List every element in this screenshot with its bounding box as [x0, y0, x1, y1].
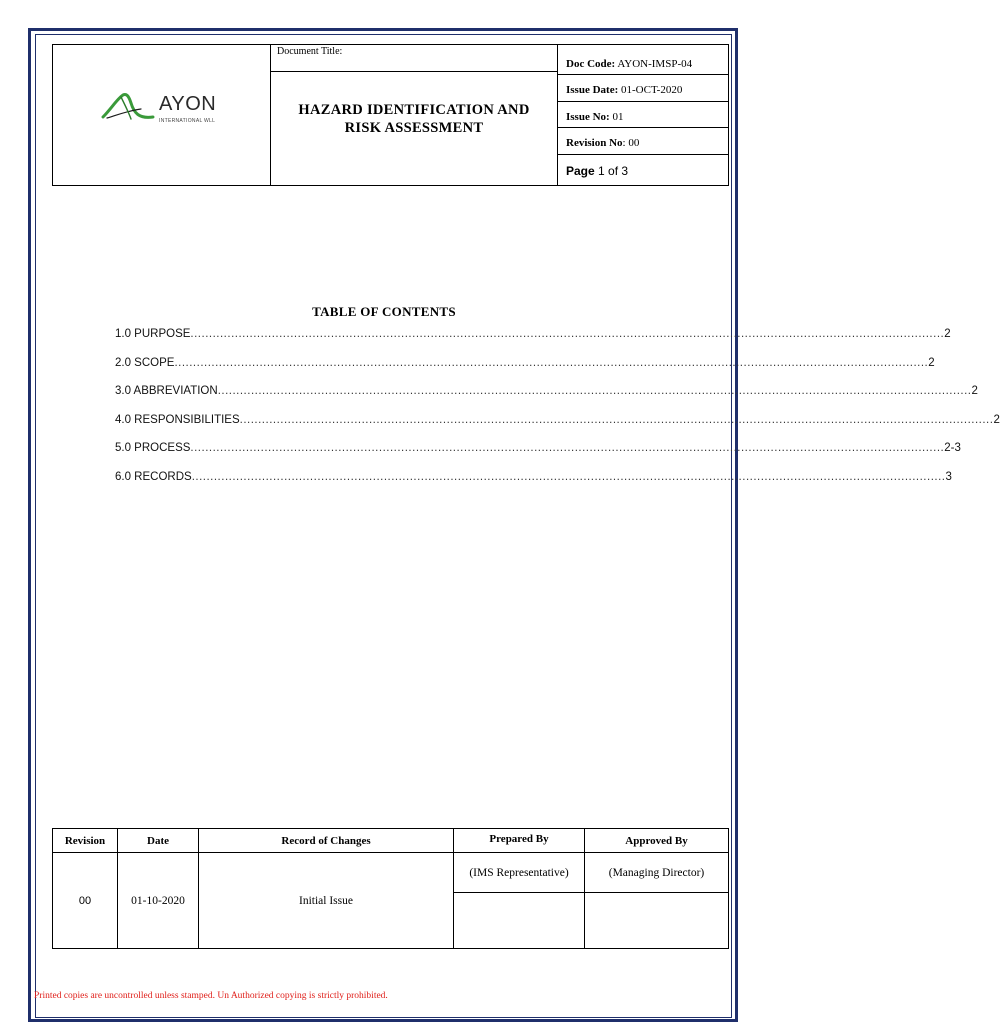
toc-item[interactable]	[115, 413, 1000, 443]
page-value: 1 of 3	[598, 164, 629, 178]
toc-item-label: 3.0 ABBREVIATION	[115, 385, 218, 397]
revision-history-table	[52, 828, 729, 949]
revision-no-label: Revision No	[566, 137, 623, 149]
toc-item[interactable]	[115, 470, 952, 500]
doc-code-value: AYON-IMSP-04	[617, 58, 693, 70]
toc-item-label: 4.0 RESPONSIBILITIES	[115, 413, 240, 426]
issue-date-value: 01-OCT-2020	[621, 84, 683, 96]
toc-item-label: 2.0 SCOPE	[115, 356, 175, 369]
column-header-prepared-by: Prepared By	[489, 833, 549, 845]
toc-leader-dots: ............................................................................................................................................................................................................	[190, 328, 945, 340]
company-name: AYON	[159, 93, 217, 115]
cell-prepared-by: (IMS Representative)	[469, 867, 569, 879]
toc-item-page: 2	[971, 385, 978, 397]
toc-leader-dots: ............................................................................................................................................................................................................	[217, 385, 972, 397]
column-header-revision: Revision	[64, 835, 106, 847]
page-number-row	[558, 155, 729, 185]
toc-leader-dots: ............................................................................................................................................................................................................	[239, 413, 994, 426]
toc-item[interactable]	[115, 442, 961, 471]
issue-date-row	[558, 75, 729, 102]
logo-cell	[53, 45, 271, 185]
toc-title: TABLE OF CONTENTS	[312, 304, 456, 319]
document-title-line2: RISK ASSESSMENT	[344, 120, 484, 136]
toc-item-page: 2	[944, 328, 951, 340]
logo-swoosh-icon	[101, 91, 161, 125]
toc-item-label: 5.0 PROCESS	[115, 442, 191, 454]
title-cell	[271, 45, 558, 185]
doc-code-row	[558, 45, 729, 75]
issue-no-value: 01	[612, 111, 624, 123]
toc-item[interactable]	[115, 385, 978, 414]
issue-no-row	[558, 102, 729, 128]
revision-no-value: : 00	[622, 137, 640, 149]
issue-date-label: Issue Date:	[566, 84, 619, 96]
cell-approved-signature	[585, 893, 728, 948]
revision-no-row	[558, 128, 729, 155]
toc-item-page: 2	[928, 356, 935, 369]
document-header-table	[52, 44, 729, 186]
column-header-approved-by: Approved By	[625, 835, 688, 847]
cell-approved-by: (Managing Director)	[608, 867, 705, 879]
table-of-contents	[115, 328, 1000, 499]
cell-date: 01-10-2020	[131, 894, 185, 907]
page-label: Page	[566, 164, 595, 178]
toc-item-label: 6.0 RECORDS	[115, 470, 192, 483]
cell-revision: 00	[78, 894, 92, 907]
toc-item[interactable]	[115, 328, 951, 357]
toc-item-page: 2-3	[944, 442, 961, 454]
company-logo	[101, 91, 241, 137]
copy-control-notice: Printed copies are uncontrolled unless stamped. Un Authorized copying is strictly prohibited.	[34, 991, 388, 1001]
toc-leader-dots: ............................................................................................................................................................................................................	[190, 442, 945, 454]
document-title	[271, 101, 557, 137]
toc-item-page: 3	[945, 470, 952, 483]
doc-code-label: Doc Code:	[566, 58, 616, 70]
issue-no-label: Issue No:	[566, 111, 610, 123]
document-title-label: Document Title:	[271, 45, 557, 72]
toc-item[interactable]	[115, 356, 935, 386]
cell-changes: Initial Issue	[299, 894, 353, 907]
toc-leader-dots: ............................................................................................................................................................................................................	[191, 470, 946, 483]
toc-item-label: 1.0 PURPOSE	[115, 328, 191, 340]
toc-leader-dots: ............................................................................................................................................................................................................	[174, 356, 929, 369]
toc-item-page: 2	[993, 413, 1000, 426]
document-title-line1: HAZARD IDENTIFICATION AND	[298, 102, 530, 118]
company-tagline: INTERNATIONAL WLL	[159, 118, 216, 124]
column-header-date: Date	[147, 835, 169, 847]
cell-prepared-signature	[454, 893, 584, 948]
column-header-changes: Record of Changes	[281, 835, 371, 847]
